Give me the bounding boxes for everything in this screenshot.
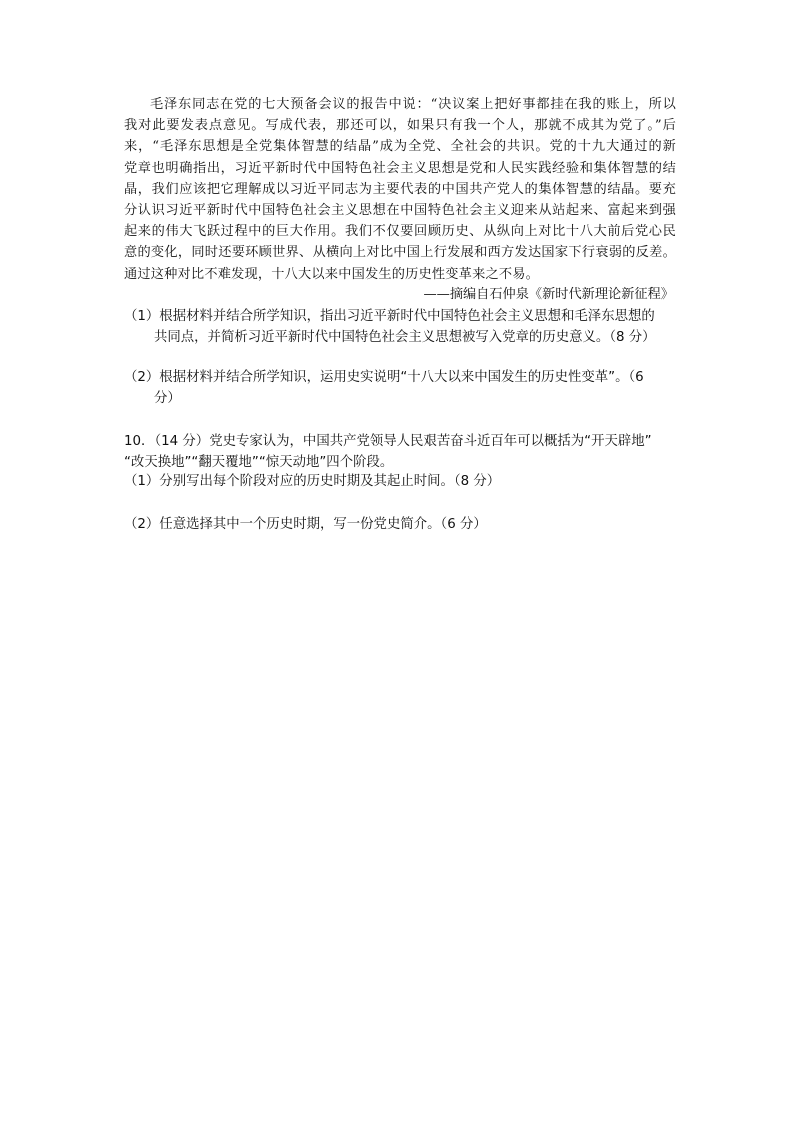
material-source-citation: ——摘编自石仲泉《新时代新理论新征程》 — [423, 287, 674, 302]
question-10-stem: “改天换地”“翻天覆地”“惊天动地”四个阶段。 — [124, 455, 394, 470]
question-text: （2）任意选择其中一个历史时期，写一份党史简介。（6 分） — [124, 517, 487, 532]
material-line: 分认识习近平新时代中国特色社会主义思想在中国特色社会主义迎来从站起来、富起来到强 — [124, 202, 676, 218]
material-line: 来，“毛泽东思想是全党集体智慧的结晶”成为全党、全社会的共识。党的十九大通过的新 — [124, 139, 676, 155]
material-line: 我对此要发表点意见。写成代表，那还可以，如果只有我一个人，那就不成其为党了。”后 — [124, 118, 676, 134]
question-text: （2）根据材料并结合所学知识，运用史实说明“十八大以来中国发生的历史性变革”。（6 — [124, 370, 644, 385]
source-material-passage — [124, 94, 676, 285]
material-line: 毛泽东同志在党的七大预备会议的报告中说：“决议案上把好事都挂在我的账上，所以 — [150, 97, 676, 112]
question-10 — [124, 431, 676, 473]
question-10-part-1 — [124, 471, 676, 492]
question-text: 共同点，并简析习近平新时代中国特色社会主义思想被写入党章的历史意义。（8 分） — [154, 330, 656, 345]
question-10-part-2 — [124, 514, 676, 535]
question-9-part-2 — [124, 367, 676, 409]
question-text: （1）根据材料并结合所学知识，指出习近平新时代中国特色社会主义思想和毛泽东思想的 — [124, 309, 655, 324]
material-line: 意的变化，同时还要环顾世界、从横向上对比中国上行发展和西方发达国家下行衰弱的反差。 — [124, 245, 676, 261]
question-text: 分） — [154, 391, 181, 406]
question-10-stem: 10．（14 分）党史专家认为，中国共产党领导人民艰苦奋斗近百年可以概括为“开天辟地” — [124, 434, 652, 449]
material-line: 党章也明确指出，习近平新时代中国特色社会主义思想是党和人民实践经验和集体智慧的结 — [124, 160, 676, 176]
material-line: 起来的伟大飞跃过程中的巨大作用。我们不仅要回顾历史、从纵向上对比十八大前后党心民 — [124, 224, 676, 240]
material-line: 通过这种对比不难发现，十八大以来中国发生的历史性变革来之不易。 — [124, 266, 540, 282]
question-9-part-1 — [124, 306, 676, 348]
question-text: （1）分别写出每个阶段对应的历史时期及其起止时间。（8 分） — [124, 474, 501, 489]
material-line: 晶，我们应该把它理解成以习近平同志为主要代表的中国共产党人的集体智慧的结晶。要充 — [124, 181, 676, 197]
